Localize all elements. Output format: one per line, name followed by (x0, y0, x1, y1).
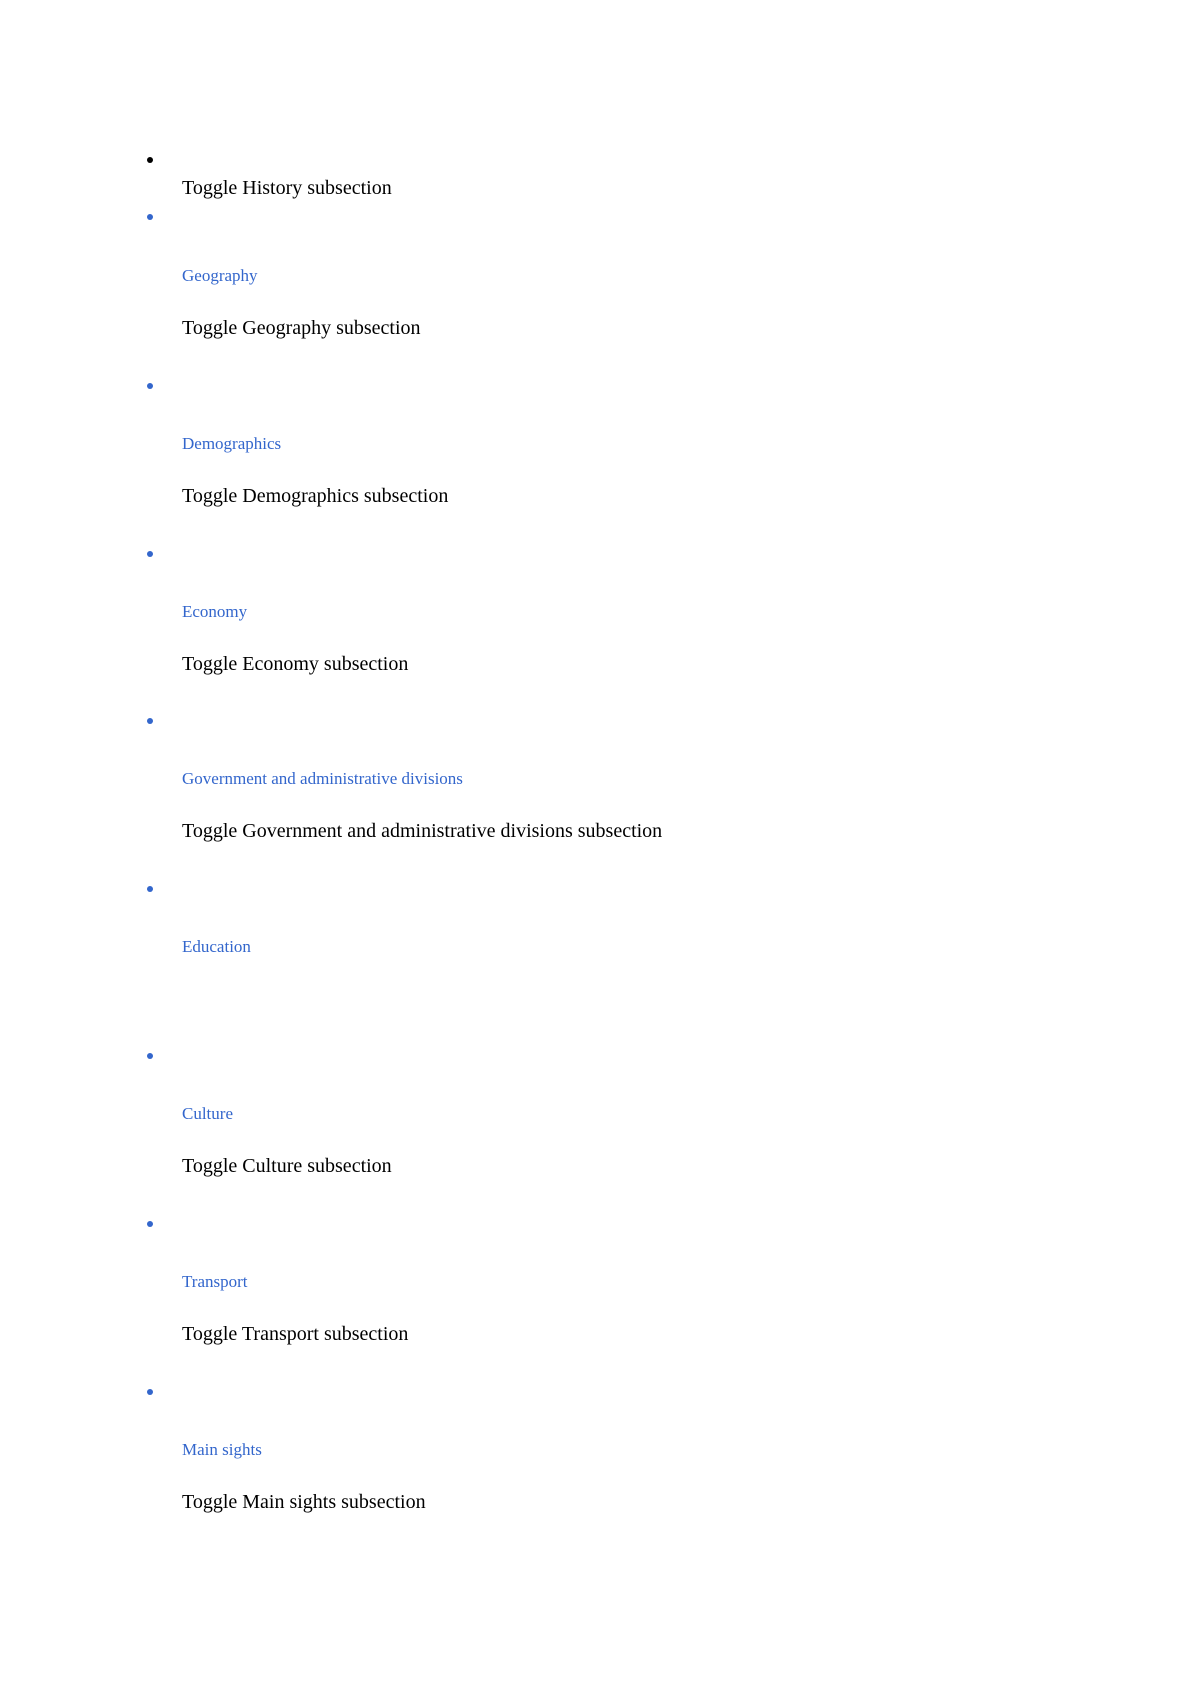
list-bullet (147, 1053, 153, 1059)
toggle-transport-subsection[interactable]: Toggle Transport subsection (182, 1323, 409, 1345)
list-bullet (147, 718, 153, 724)
toc-link-transport[interactable]: Transport (182, 1272, 248, 1291)
toggle-economy-subsection[interactable]: Toggle Economy subsection (182, 653, 409, 675)
toc-link-demographics[interactable]: Demographics (182, 434, 282, 453)
toc-link-economy[interactable]: Economy (182, 602, 248, 621)
list-bullet (147, 886, 153, 892)
toggle-main-sights-subsection[interactable]: Toggle Main sights subsection (182, 1491, 426, 1513)
toc-link-geography[interactable]: Geography (182, 266, 258, 285)
toggle-culture-subsection[interactable]: Toggle Culture subsection (182, 1155, 392, 1177)
toggle-government-subsection[interactable]: Toggle Government and administrative divisions subsection (182, 820, 663, 842)
list-bullet (147, 383, 153, 389)
list-bullet (147, 1389, 153, 1395)
toc-link-government[interactable]: Government and administrative divisions (182, 769, 463, 788)
list-bullet (147, 214, 153, 220)
toggle-demographics-subsection[interactable]: Toggle Demographics subsection (182, 485, 449, 507)
toggle-geography-subsection[interactable]: Toggle Geography subsection (182, 317, 421, 339)
list-bullet (147, 157, 153, 163)
toc-link-education[interactable]: Education (182, 937, 251, 956)
toggle-history-subsection[interactable]: Toggle History subsection (182, 177, 392, 199)
list-bullet (147, 1221, 153, 1227)
toc-link-culture[interactable]: Culture (182, 1104, 233, 1123)
toc-link-main-sights[interactable]: Main sights (182, 1440, 262, 1459)
list-bullet (147, 551, 153, 557)
